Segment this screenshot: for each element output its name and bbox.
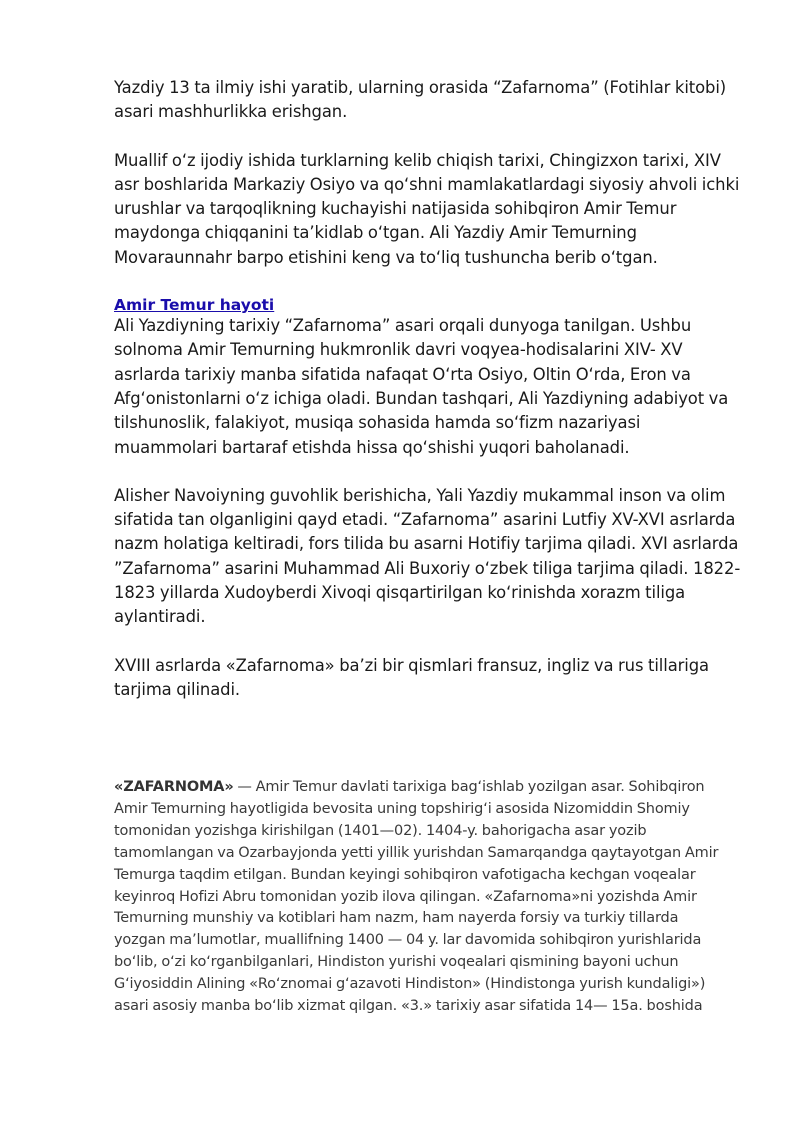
- paragraph-intro: Yazdiy 13 ta ilmiy ishi yaratib, ularning orasida “Zafarnoma” (Fotihlar kitobi) asari mashhurlikka erishgan.: [114, 78, 727, 122]
- paragraph-author-work: Muallif o‘z ijodiy ishida turklarning kelib chiqish tarixi, Chingizxon tarixi, XIV asr boshlarida Markaziy Osiyo va qo‘shni mamlakatlardagi siyosiy ahvoli ichki urushlar va tarqoqlikning kuchayishi natijasida sohibqiron Amir Temur maydonga chiqqanini ta’kidlab o‘tgan. Ali Yazdiy Amir Temurning Movaraunnahr barpo etishini keng va to‘liq tushuncha berib o‘tgan.: [114, 150, 740, 267]
- encyclopedia-entry: [114, 777, 730, 1018]
- paragraph-zafarnoma-fame: Ali Yazdiyning tarixiy “Zafarnoma” asari orqali dunyoga tanilgan. Ushbu solnoma Amir Temurning hukmronlik davri voqyea-hodisalarini XIV- XV asrlarda tarixiy manba sifatida nafaqat O‘rta Osiyo, Oltin O‘rda, Eron va Afg‘onistonlarni o‘z ichiga oladi. Bundan tashqari, Ali Yazdiyning adabiyot va tilshunoslik, falakiyot, musiqa sohasida hamda so‘fizm nazariyasi muammolari bartaraf etishda hissa qo‘shishi yuqori baholanadi.: [114, 316, 729, 457]
- paragraph-translations: Alisher Navoiyning guvohlik berishicha, Yali Yazdiy mukammal inson va olim sifatida tan olganligini qayd etadi. “Zafarnoma” asarini Lutfiy XV-XVI asrlarda nazm holatiga keltiradi, fors tilida bu asarni Hotifiy tarjima qiladi. XVI asrlarda ”Zafarnoma” asarini Muhammad Ali Buxoriy o‘zbek tiliga tarjima qiladi. 1822-1823 yillarda Xudoyberdi Xivoqi qisqartirilgan ko‘rinishda xorazm tiliga aylantiradi.: [114, 485, 741, 627]
- encyclopedia-text: — Amir Temur davlati tarixiga bag‘ishlab yozilgan asar. Sohibqiron Amir Temurning hayotligida bevosita uning topshirig‘i asosida Nizomiddin Shomiy tomonidan yozishga kirishilgan (1401—02). 1404-y. bahorigacha asar yozib tamomlangan va Ozarbayjonda yetti yillik yurishdan Samarqandga qaytayotgan Amir Temurga taqdim etilgan. Bundan keyingi sohibqiron vafotigacha kechgan voqealar keyinroq Hofizi Abru tomonidan yozib ilova qilingan. «Zafarnoma»ni yozishda Amir Temurning munshiy va kotiblari ham nazm, ham nayerda forsiy va turkiy tillarda yozgan ma’lumotlar, muallifning 1400 — 04 y. lar davomida sohibqiron yurishlarida bo‘lib, o‘zi ko‘rganbilganlari, Hindiston yurishi voqealari qismining bayoni uchun G‘iyosiddin Alining «Ro‘znomai g‘azavoti Hindiston» (Hindistonga yurish kundaligi») asari asosiy manba bo‘lib xizmat qilgan. «3.» tarixiy asar sifatida 14— 15a. boshida: [114, 779, 719, 1015]
- encyclopedia-term: «ZAFARNOMA»: [114, 779, 234, 795]
- amir-temur-hayoti-link[interactable]: Amir Temur hayoti: [114, 296, 275, 315]
- article-body: [114, 76, 744, 726]
- paragraph-european-translations: XVIII asrlarda «Zafarnoma» ba’zi bir qismlari fransuz, ingliz va rus tillariga tarjima qilinadi.: [114, 655, 709, 699]
